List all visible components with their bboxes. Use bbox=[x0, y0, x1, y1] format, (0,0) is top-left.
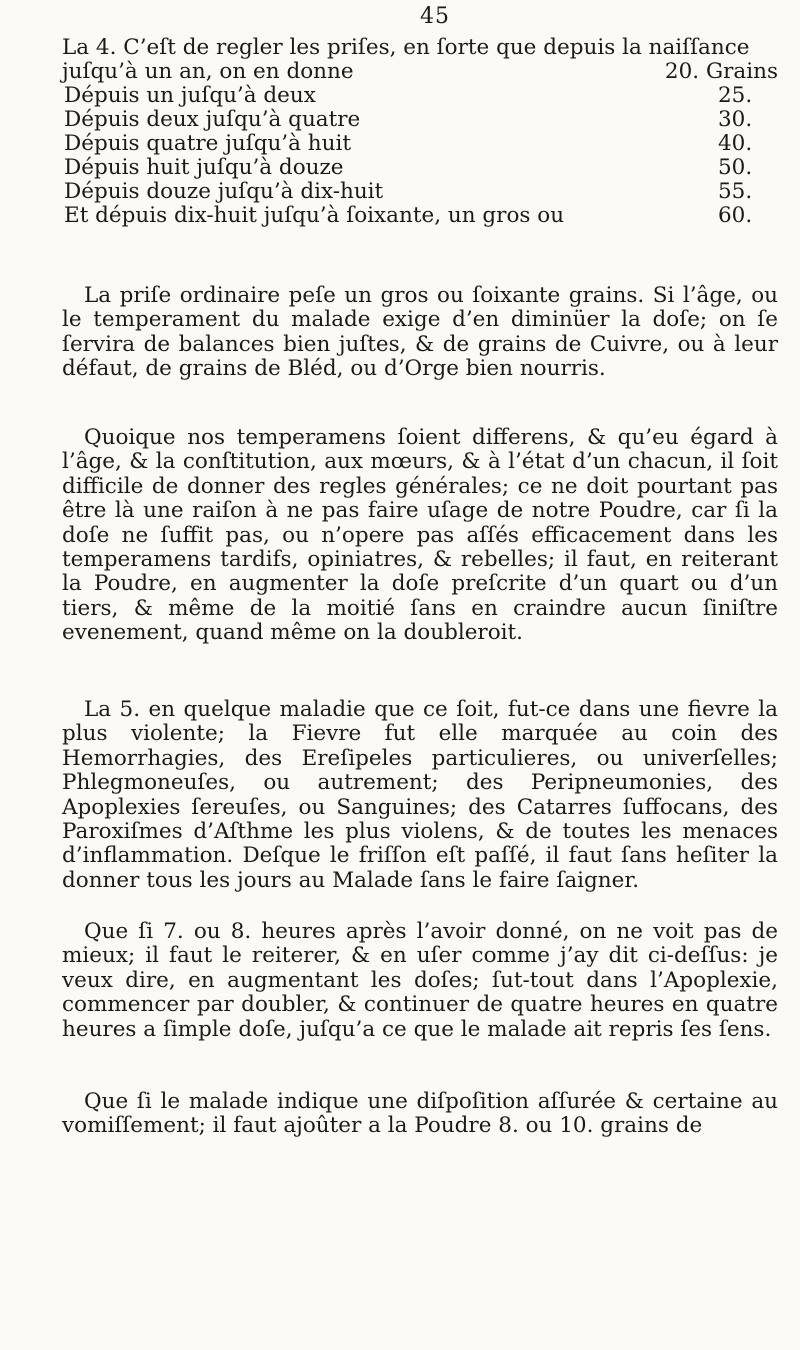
dose-row bbox=[62, 108, 778, 132]
dose-row-label: Dépuis douze juſqu’à dix-huit bbox=[64, 179, 384, 204]
dose-row bbox=[62, 180, 778, 204]
dose-row-amount: 55. bbox=[718, 179, 753, 204]
dose-row-amount: 40. bbox=[718, 131, 753, 156]
dose-intro-line-2-text: juſqu’à un an, on en donne bbox=[62, 59, 354, 84]
dose-intro-amount: 20. bbox=[664, 59, 700, 84]
paragraph-temperaments: Quoique nos temperamens ſoient differens, & qu’eu égard à l’âge, & la conſtitution, aux mœurs, & à l’état d’un chacun, il ſoit difficile de donner des regles générales; ce ne doit pourtant pas être là une raiſon à ne pas faire uſage de notre Poudre, car ſi la doſe ne ſuffit pas, ou n’opere pas aſſés efficacement dans les temperamens tardifs, opiniatres, & rebelles; il faut, en reiterant la Poudre, en augmenter la doſe preſcrite d’un quart ou d’un tiers, & même de la moitié ſans en craindre aucun ſiniſtre evenement, quand même on la doubleroit. bbox=[62, 425, 778, 646]
dose-row-label: Dépuis un juſqu’à deux bbox=[64, 83, 316, 108]
page-number: 45 bbox=[420, 4, 450, 29]
dose-row-amount: 50. bbox=[718, 155, 753, 180]
dose-row bbox=[62, 84, 778, 108]
dose-row-label: Et dépuis dix-huit juſqu’à ſoixante, un gros ou bbox=[64, 203, 565, 228]
dose-row-amount: 60. bbox=[718, 203, 753, 228]
paragraph-rule-5: La 5. en quelque maladie que ce ſoit, fut-ce dans une fievre la plus violente; la Fievre fut elle marquée au coin des Hemorrhagies, des Ereſipeles particulieres, ou univerſelles; Phlegmoneuſes, ou autrement; des Peripneumonies, des Apoplexies ſereuſes, ou Sanguines; des Catarres ſuffocans, des Paroxiſmes d’Aſthme les plus violens, & de toutes les menaces d’inflammation. Deſque le friſſon eſt paſſé, il faut ſans heſiter la donner tous les jours au Malade ſans le faire ſaigner. bbox=[62, 697, 778, 893]
dose-table-intro bbox=[62, 36, 778, 84]
dose-row bbox=[62, 156, 778, 180]
dose-row-amount: 25. bbox=[718, 83, 753, 108]
dose-intro-line-1: La 4. C’eſt de regler les priſes, en ſorte que depuis la naiſſance bbox=[62, 35, 750, 60]
paragraph-reiterate: Que ſi 7. ou 8. heures après l’avoir donné, on ne voit pas de mieux; il faut le reiterer, & en uſer comme j’ay dit ci-deſſus: je veux dire, en augmentant les doſes; ſut-tout dans l’Apoplexie, commencer par doubler, & continuer de quatre heures en quatre heures a ſimple doſe, juſqu’a ce que le malade ait repris ſes ſens. bbox=[62, 919, 778, 1042]
dose-intro-amount-and-header bbox=[665, 60, 778, 84]
dose-row-amount: 30. bbox=[718, 107, 753, 132]
dose-row-label: Dépuis huit juſqu’à douze bbox=[64, 155, 344, 180]
dose-row bbox=[62, 132, 778, 156]
dose-row bbox=[62, 204, 778, 228]
paragraph-vomiting: Que ſi le malade indique une diſpoſition aſſurée & certaine au vomiſſement; il faut ajoûter a la Poudre 8. ou 10. grains de bbox=[62, 1089, 778, 1139]
dose-intro-line-2 bbox=[62, 60, 778, 84]
dose-column-header: Grains bbox=[705, 59, 778, 84]
paragraph-dose-weight: La priſe ordinaire peſe un gros ou ſoixante grains. Si l’âge, ou le temperament du malade exige d’en diminüer la doſe; on ſe ſervira de balances bien juſtes, & de grains de Cuivre, ou à leur défaut, de grains de Bléd, ou d’Orge bien nourris. bbox=[62, 283, 778, 382]
dose-row-label: Dépuis quatre juſqu’à huit bbox=[64, 131, 351, 156]
dose-row-label: Dépuis deux juſqu’à quatre bbox=[64, 107, 361, 132]
dose-table bbox=[62, 36, 778, 228]
